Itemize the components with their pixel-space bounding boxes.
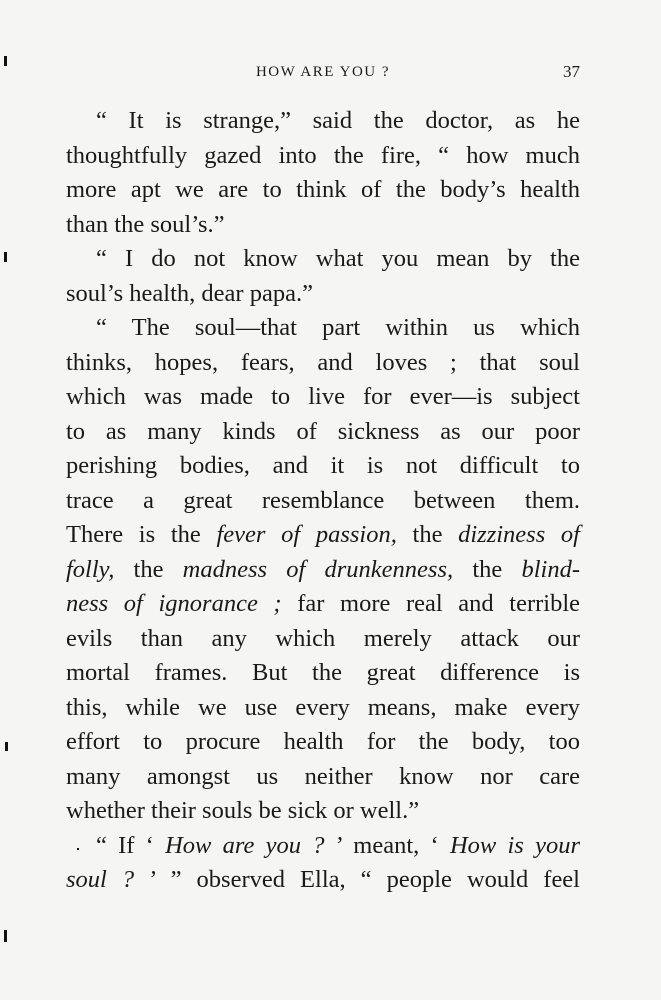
- text-run: this, while we use every means, make every: [66, 693, 580, 721]
- text-line: [66, 139, 580, 174]
- text-line: [66, 829, 580, 864]
- text-run: effort to procure health for the body, too: [66, 728, 580, 755]
- text-line: [66, 415, 580, 450]
- scan-edge-mark: [4, 252, 7, 262]
- text-run: more apt we are to think of the body’s health: [66, 176, 580, 203]
- text-run: trace a great resemblance between them.: [66, 486, 580, 514]
- text-run: mortal frames. But the great difference is: [66, 659, 580, 686]
- text-run: thoughtfully gazed into the fire, “ how much: [66, 141, 580, 169]
- text-run: than the soul’s.”: [66, 210, 225, 238]
- scan-edge-mark: [4, 930, 7, 942]
- text-line: [66, 173, 580, 208]
- text-run: ’ meant, ‘: [324, 831, 450, 859]
- text-run: “ If ‘: [96, 831, 166, 859]
- running-title: HOW ARE YOU ?: [255, 64, 391, 80]
- text-run: thinks, hopes, fears, and loves ; that soul: [66, 348, 580, 376]
- text-run: the: [114, 555, 183, 583]
- text-run: whether their souls be sick or well.”: [66, 797, 420, 824]
- text-line: [66, 553, 580, 588]
- text-run: far more real and terrible: [281, 590, 581, 617]
- italic-text: fever of passion,: [216, 521, 397, 548]
- text-run: ’ ” observed Ella, “ people would feel: [134, 866, 580, 893]
- text-line: [66, 484, 580, 519]
- text-line: [66, 794, 580, 829]
- text-line: [66, 760, 580, 795]
- text-line: [66, 587, 580, 622]
- text-line: [66, 691, 580, 726]
- text-run: “ It is strange,” said the doctor, as he: [96, 107, 580, 134]
- italic-text: madness of drunkenness,: [182, 555, 454, 583]
- text-run: many amongst us neither know nor care: [66, 762, 580, 790]
- text-line: [66, 346, 580, 381]
- italic-text: soul ?: [66, 866, 135, 893]
- text-run: perishing bodies, and it is not difficult to: [66, 452, 580, 479]
- text-line: [66, 622, 580, 657]
- text-line: [66, 518, 580, 553]
- italic-text: ness of ignorance ;: [66, 590, 282, 617]
- text-line: [66, 380, 580, 415]
- text-run: to as many kinds of sickness as our poor: [66, 417, 580, 445]
- text-line: [66, 656, 580, 691]
- text-run: “ The soul—that part within us which: [96, 314, 580, 341]
- page-number: 37: [563, 62, 580, 81]
- text-line: [66, 104, 580, 139]
- text-line: [66, 863, 580, 898]
- text-line: [66, 449, 580, 484]
- text-run: soul’s health, dear papa.”: [66, 279, 313, 307]
- text-line: [66, 242, 580, 277]
- text-run: There is the: [66, 521, 217, 548]
- text-line: [66, 725, 580, 760]
- text-line: [66, 311, 580, 346]
- page-header: [66, 62, 580, 86]
- italic-text: dizziness of: [458, 521, 580, 548]
- text-run: which was made to live for ever—is subject: [66, 383, 580, 410]
- text-run: the: [396, 521, 459, 548]
- text-line: [66, 277, 580, 312]
- text-run: “ I do not know what you mean by the: [96, 245, 580, 272]
- scan-dot: [77, 848, 79, 850]
- italic-text: blind-: [521, 555, 580, 583]
- italic-text: How are you ?: [165, 831, 325, 859]
- text-run: the: [453, 555, 522, 583]
- body-text: [66, 104, 580, 898]
- italic-text: folly,: [66, 555, 115, 583]
- text-run: evils than any which merely attack our: [66, 624, 580, 652]
- scan-edge-mark: [5, 742, 8, 751]
- scan-edge-mark: [4, 56, 7, 66]
- italic-text: How is your: [449, 831, 580, 859]
- text-line: [66, 208, 580, 243]
